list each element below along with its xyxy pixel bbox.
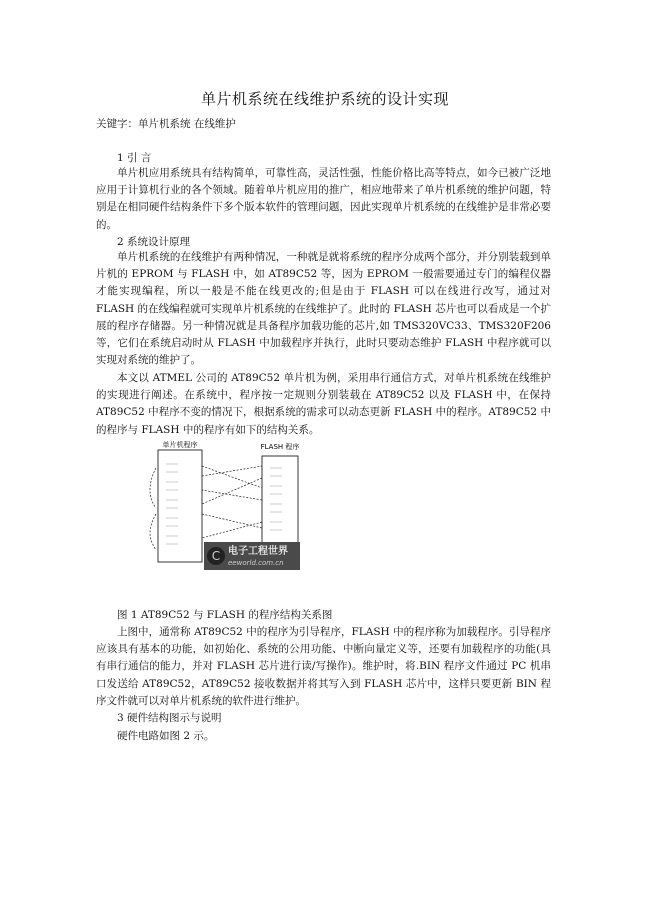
section-2-paragraph-2: 本文以 ATMEL 公司的 AT89C52 单片机为例，采用串行通信方式，对单片机系统在线维护的实现进行阐述。在系统中，程序按一定规则分别装载在 AT89C52 以及 FLASH 中，在保持 AT89C52 中程序不变的情况下，根据系统的需求可以动态更新 FLASH 中的程序。AT89C52 中的程序与 FLASH 中的程序有如下的结构关系。 [96,372,551,436]
section-2-heading: 2 系统设计原理 [117,236,191,248]
mcu-program-label: 单片机程序 [162,441,198,449]
watermark-name: 电子工程世界 [228,546,288,557]
mcu-program-block [158,450,202,562]
paper-title: 单片机系统在线维护系统的设计实现 [200,90,449,108]
flash-program-block [262,456,298,548]
section-1-paragraph: 单片机应用系统具有结构简单，可靠性高，灵活性强，性能价格比高等特点，如今已被广泛地应用于计算机行业的各个领域。随着单片机应用的推广，相应地带来了单片机系统的维护问题，特别是在相同硬件结构条件下多个版本软件的管理问题，因此实现单片机系统的在线维护是非常必要的。 [96,167,551,231]
keywords: 关键字：单片机系统 在线维护 [96,118,236,130]
watermark-url: eeworld.com.cn [228,559,284,567]
section-3-heading: 3 硬件结构图示与说明 [117,712,222,724]
program-structure-figure [146,438,356,574]
svg-text:C: C [211,549,221,563]
flash-program-label: FLASH 程序 [260,443,300,451]
section-2-paragraph-3: 上图中，通常称 AT89C52 中的程序为引导程序，FLASH 中的程序称为加载程序。引导程序应该具有基本的功能，如初始化、系统的公用功能、中断向量定义等，还要有加载程序的功能(具有串行通信的能力，并对 FLASH 芯片进行读/写操作)。维护时，将.BIN 程序文件通过 PC 机串口发送给 AT89C52，AT89C52 接收数据并将其写入到 FLASH 芯片中，这样只要更新 BIN 程序文件就可以对单片机系统的软件进行维护。 [96,626,551,707]
section-3-paragraph: 硬件电路如图 2 示。 [117,730,215,742]
section-1-heading: 1 引 言 [117,152,152,164]
section-2-paragraph-1: 单片机系统的在线维护有两种情况，一种就是就将系统的程序分成两个部分，并分别装载到单片机的 EPROM 与 FLASH 中，如 AT89C52 等，因为 EPROM 一般需要通过专门的编程仪器才能实现编程，所以一般是不能在线更改的;但是由于 FLASH 可以在线进行改写，通过对 FLASH 的在线编程就可实现单片机系统的在线维护了。此时的 FLASH 芯片也可以看成是一个扩展的程序存储器。另一种情况就是具备程序加载功能的芯片,如 TMS320VC33、TMS320F206 等，它们在系统启动时从 FLASH 中加载程序并执行，此时只要动态维护 FLASH 中程序就可以实现对系统的维护了。 [96,251,551,367]
figure-1-caption: 图 1 AT89C52 与 FLASH 的程序结构关系图 [117,609,333,621]
